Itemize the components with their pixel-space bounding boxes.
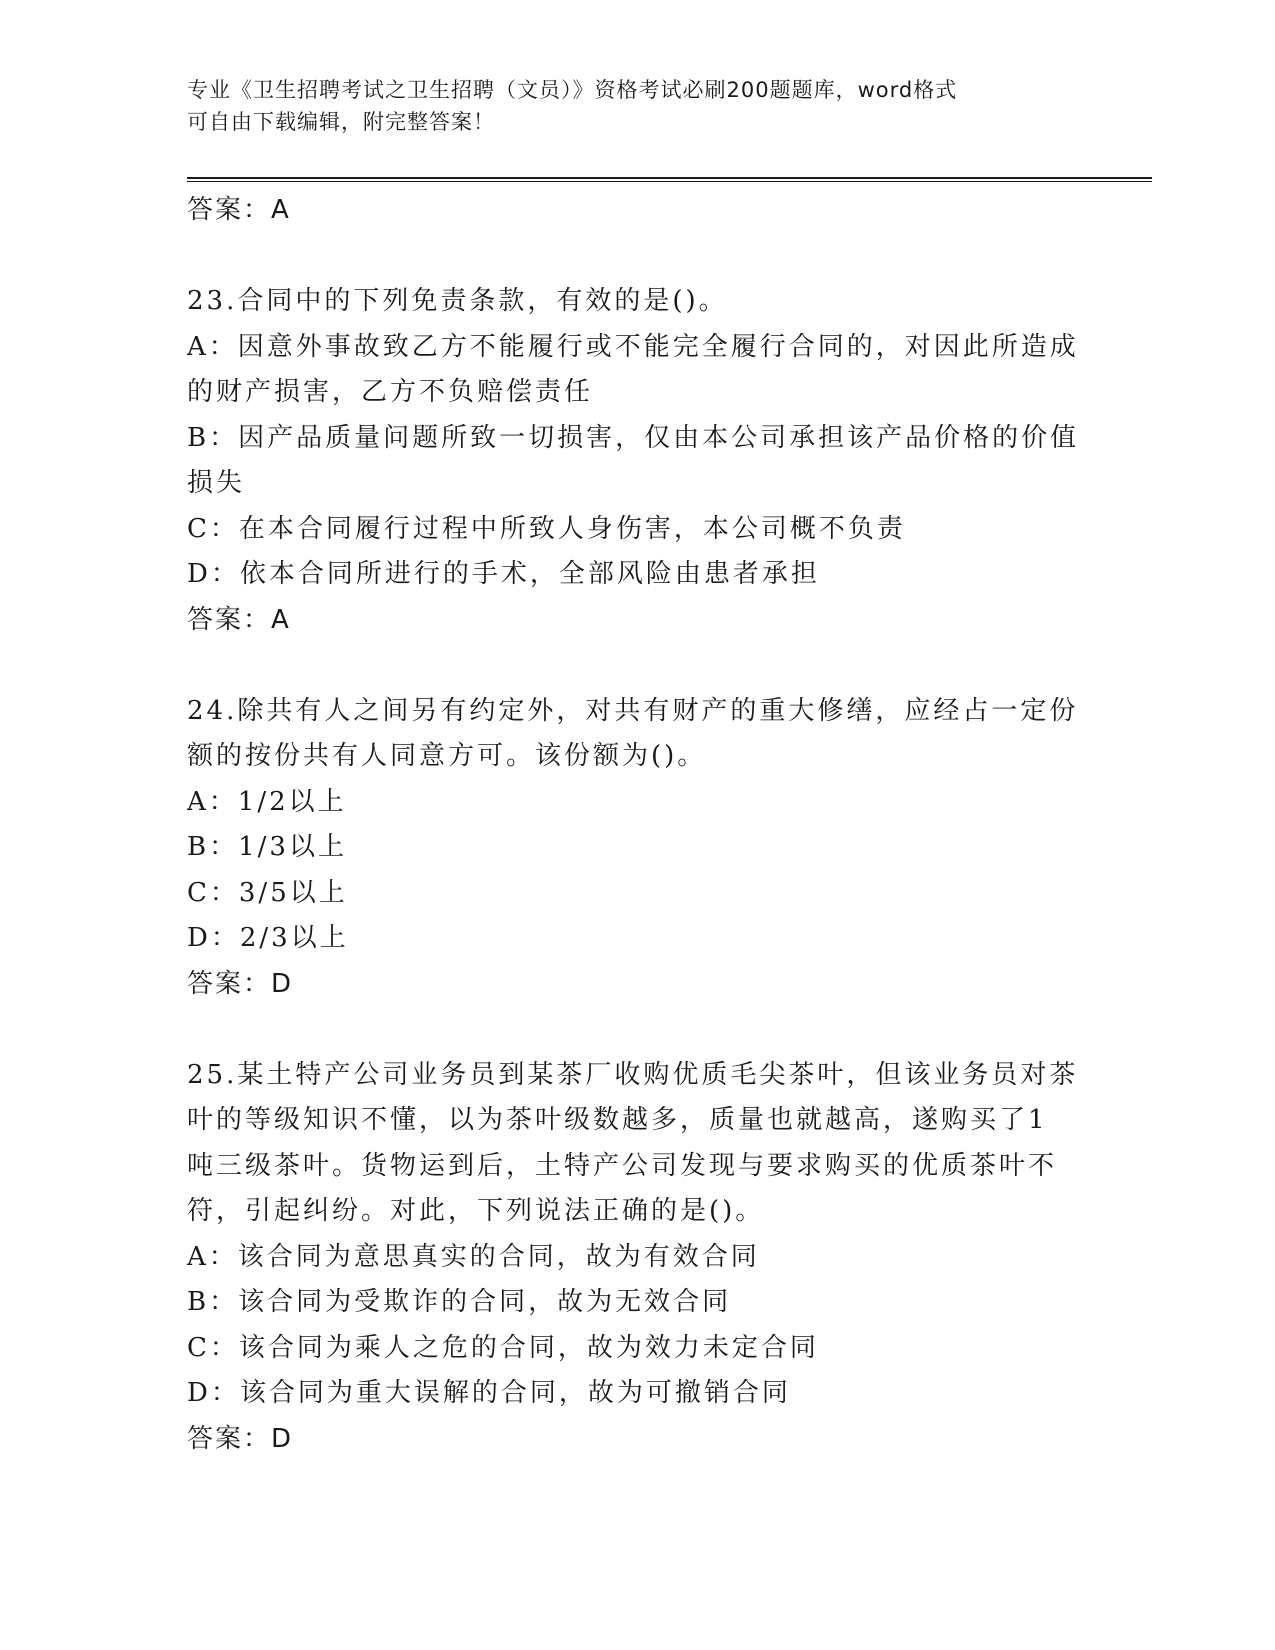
option-line: B：该合同为受欺诈的合同，故为无效合同: [187, 1287, 732, 1317]
question-block: [187, 279, 1087, 643]
option-line: 损失: [187, 468, 246, 498]
question-stem-line: 额的按份共有人同意方可。该份额为()。: [187, 741, 707, 771]
answer-line: 答案：D: [187, 968, 294, 999]
spacer: [187, 643, 1087, 689]
question-stem-line: 吨三级茶叶。货物运到后，土特产公司发现与要求购买的优质茶叶不: [187, 1150, 1058, 1181]
question-stem-line: 23.合同中的下列免责条款，有效的是()。: [187, 286, 728, 316]
option-line: D：依本合同所进行的手术，全部风险由患者承担: [187, 559, 820, 589]
option-line: 的财产损害，乙方不负赔偿责任: [187, 377, 594, 407]
spacer: [187, 1007, 1087, 1053]
question-block: [187, 1053, 1087, 1463]
option-line: D：该合同为重大误解的合同，故为可撤销合同: [187, 1378, 791, 1408]
option-line: B：1/3以上: [187, 832, 347, 862]
option-line: C：3/5以上: [187, 877, 348, 908]
question-stem-line: 叶的等级知识不懂，以为茶叶级数越多，质量也就越高，遂购买了1: [187, 1105, 1048, 1135]
answer-line: 答案：D: [187, 1423, 294, 1454]
question-stem-line: 25.某土特产公司业务员到某茶厂收购优质毛尖茶叶，但该业务员对茶: [187, 1059, 1079, 1090]
document-header: [187, 74, 1067, 138]
spacer: [187, 234, 1087, 280]
question-stem-line: 符，引起纠纷。对此，下列说法正确的是()。: [187, 1196, 765, 1226]
answer-line: 答案：A: [187, 604, 291, 635]
question-stem-line: 24.除共有人之间另有约定外，对共有财产的重大修缮，应经占一定份: [187, 695, 1079, 726]
option-line: D：2/3以上: [187, 923, 349, 953]
option-line: A：因意外事故致乙方不能履行或不能完全履行合同的，对因此所造成: [187, 331, 1079, 362]
header-line-1: 专业《卫生招聘考试之卫生招聘（文员）》资格考试必刷200题题库，word格式: [187, 78, 958, 102]
header-line-2: 可自由下载编辑，附完整答案！: [187, 110, 495, 134]
question-list: [187, 188, 1087, 1462]
option-line: A：该合同为意思真实的合同，故为有效合同: [187, 1241, 760, 1272]
option-line: A：1/2以上: [187, 786, 347, 817]
option-line: C：在本合同履行过程中所致人身伤害，本公司概不负责: [187, 513, 906, 544]
header-divider-thick: [187, 177, 1152, 179]
header-divider-thin: [187, 181, 1152, 182]
previous-answer: 答案：A: [187, 195, 291, 225]
question-block: [187, 689, 1087, 1008]
option-line: B：因产品质量问题所致一切损害，仅由本公司承担该产品价格的价值: [187, 422, 1080, 453]
option-line: C：该合同为乘人之危的合同，故为效力未定合同: [187, 1332, 819, 1363]
